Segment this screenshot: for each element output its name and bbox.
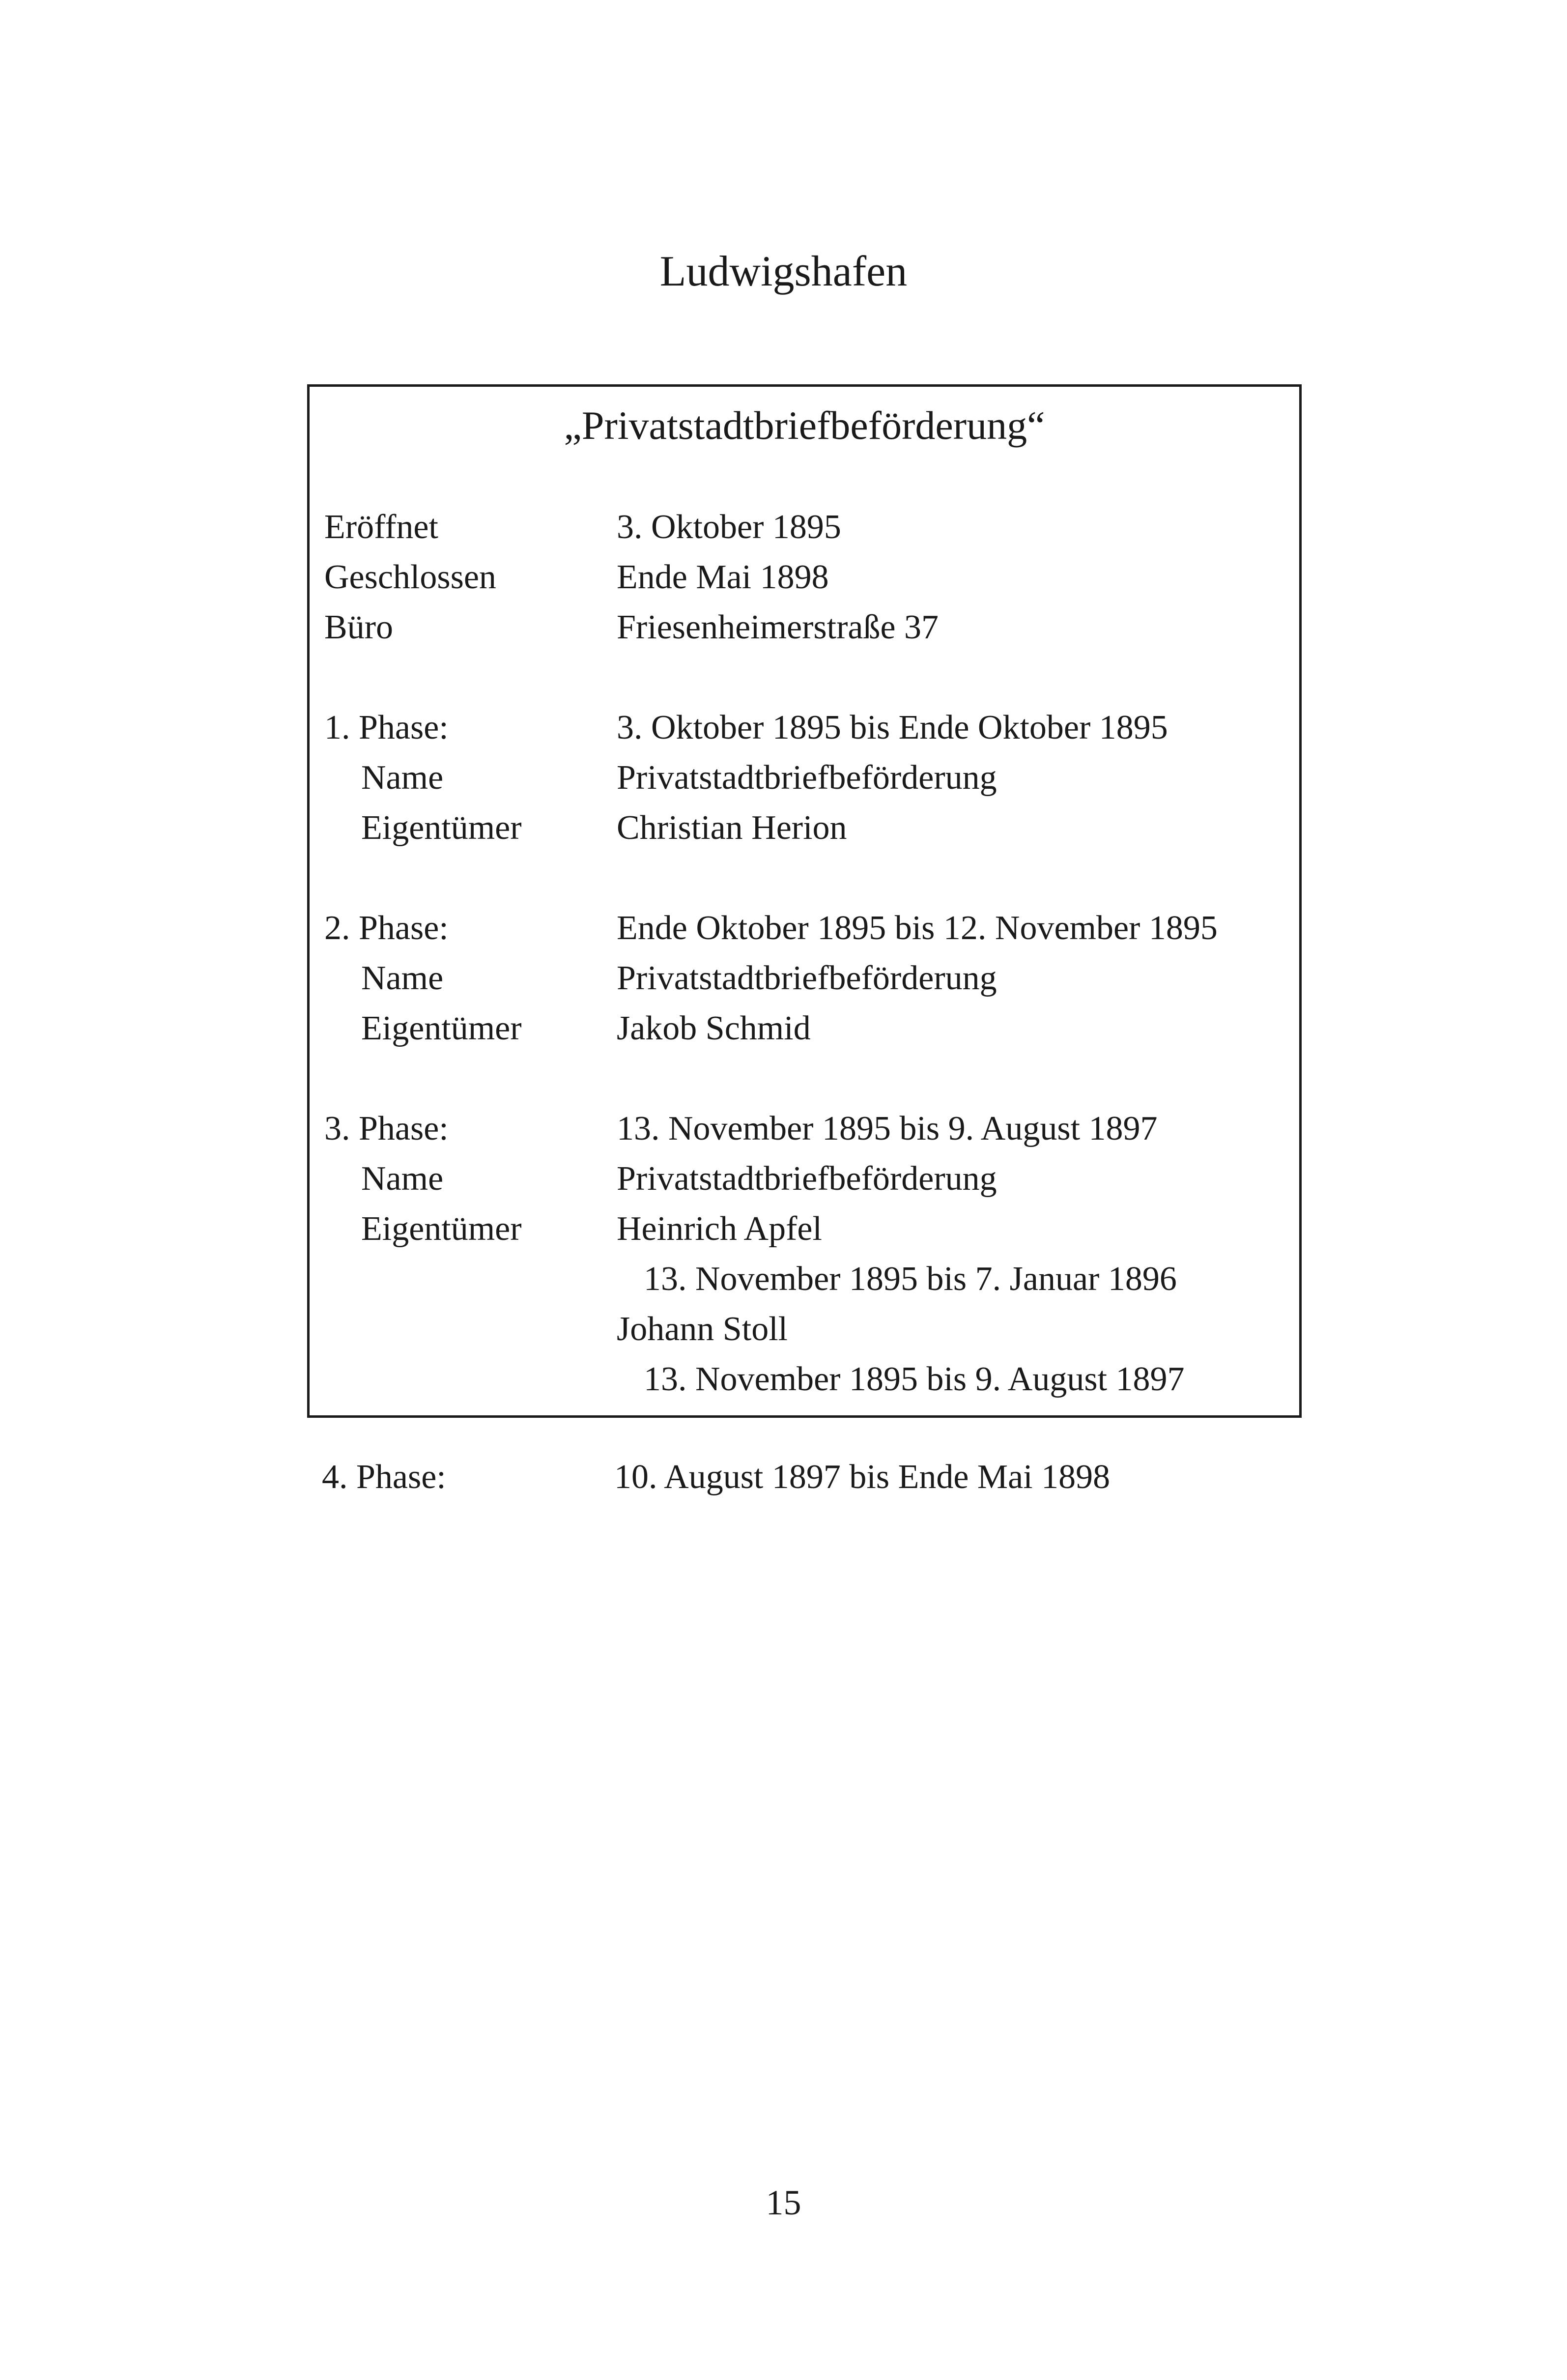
office-value: Friesenheimerstraße 37 <box>617 608 939 646</box>
phase-4-label: 4. Phase: <box>322 1458 446 1496</box>
phase-1-name: Privatstadtbriefbeförderung <box>617 759 997 797</box>
phase-2-name-label: Name <box>361 959 444 997</box>
closed-label: Geschlossen <box>324 558 496 596</box>
phase-3-owner-2: Johann Stoll <box>617 1310 788 1348</box>
page-number: 15 <box>766 2183 801 2222</box>
phase-3-period: 13. November 1895 bis 9. August 1897 <box>617 1110 1158 1147</box>
opened-label: Eröffnet <box>324 508 438 546</box>
phase-3-label: 3. Phase: <box>324 1110 449 1147</box>
info-box-continued <box>307 384 1302 1496</box>
phase-3-name-label: Name <box>361 1160 444 1198</box>
office-label: Büro <box>324 608 393 646</box>
phase-3-name: Privatstadtbriefbeförderung <box>617 1160 997 1198</box>
phase-3-owner-1: Heinrich Apfel <box>617 1210 822 1248</box>
phase-3-owner-1-period: 13. November 1895 bis 7. Januar 1896 <box>644 1260 1177 1298</box>
phase-4-period: 10. August 1897 bis Ende Mai 1898 <box>614 1458 1111 1496</box>
phase-2-owner-label: Eigentümer <box>361 1009 522 1047</box>
phase-2-name: Privatstadtbriefbeförderung <box>617 959 997 997</box>
phase-3-owner-label: Eigentümer <box>361 1210 522 1248</box>
phase-2-period: Ende Oktober 1895 bis 12. November 1895 <box>617 909 1218 947</box>
opened-value: 3. Oktober 1895 <box>617 508 841 546</box>
phase-2-label: 2. Phase: <box>324 909 449 947</box>
phase-1-label: 1. Phase: <box>324 709 449 746</box>
closed-value: Ende Mai 1898 <box>617 558 829 596</box>
phase-2-owner: Jakob Schmid <box>617 1009 811 1047</box>
phase-1-name-label: Name <box>361 759 444 797</box>
phase-1-period: 3. Oktober 1895 bis Ende Oktober 1895 <box>617 709 1168 746</box>
box-title: „Privatstadtbriefbeförderung“ <box>564 403 1045 448</box>
phase-1-owner: Christian Herion <box>617 809 847 847</box>
phase-3-owner-2-period: 13. November 1895 bis 9. August 1897 <box>644 1360 1185 1398</box>
phase-1-owner-label: Eigentümer <box>361 809 522 847</box>
page-title: Ludwigshafen <box>659 248 908 295</box>
